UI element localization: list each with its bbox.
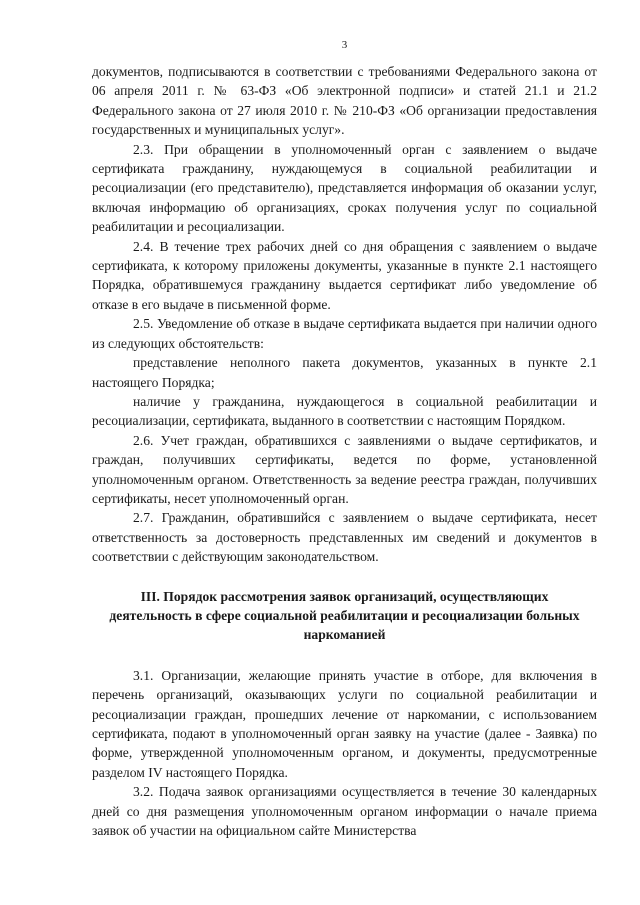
paragraph-2-4: 2.4. В течение трех рабочих дней со дня обращения с заявлением о выдаче сертификата, к которому приложены документы, указанные в пункте 2.1 настоящего Порядка, обратившемуся гражданину выдается сертификат либо уведомление об отказе в его выдаче в письменной форме.: [92, 238, 597, 312]
paragraph-continuation: документов, подписываются в соответствии с требованиями Федерального закона от 06 апреля 2011 г. № 63-ФЗ «Об электронной подписи» и статей 21.1 и 21.2 Федерального закона от 27 июля 2010 г. № 210-ФЗ «Об организации предоставления государственных и муниципальных услуг».: [92, 64, 597, 138]
section-title: III. Порядок рассмотрения заявок организаций, осуществляющих деятельность в сфере социальной реабилитации и ресоциализации больных наркоманией: [109, 588, 580, 643]
document-page: [92, 38, 597, 840]
paragraph-2-5-item-2: наличие у гражданина, нуждающегося в социальной реабилитации и ресоциализации, сертификата, выданного в соответствии с настоящим Порядком.: [92, 393, 597, 429]
paragraph-3-2: 3.2. Подача заявок организациями осуществляется в течение 30 календарных дней со дня размещения уполномоченным органом информации о начале приема заявок об участии на официальном сайте Министерства: [92, 784, 597, 839]
paragraph-3-1: 3.1. Организации, желающие принять участие в отборе, для включения в перечень организаций, оказывающих услуги по социальной реабилитации и ресоциализации граждан, прошедших лечение от наркомании, с использованием сертификата, подают в уполномоченный орган заявку на участие (далее - Заявка) по форме, утвержденной уполномоченным органом, и документы, предусмотренные разделом IV настоящего Порядка.: [92, 667, 597, 780]
paragraph-2-7: 2.7. Гражданин, обратившийся с заявлением о выдаче сертификата, несет ответственность за достоверность представленных им сведений и документов в соответствии с действующим законодательством.: [92, 510, 597, 565]
page-number: 3: [341, 39, 348, 51]
paragraph-2-5: 2.5. Уведомление об отказе в выдаче сертификата выдается при наличии одного из следующих обстоятельств:: [92, 316, 597, 351]
paragraph-2-6: 2.6. Учет граждан, обратившихся с заявлениями о выдаче сертификатов, и граждан, получивших сертификаты, ведется по форме, установленной уполномоченным органом. Ответственность за ведение реестра граждан, получивших сертификаты, несет уполномоченный орган.: [92, 432, 597, 506]
paragraph-2-5-item-1: представление неполного пакета документов, указанных в пункте 2.1 настоящего Порядка;: [92, 355, 597, 390]
paragraph-2-3: 2.3. При обращении в уполномоченный орган с заявлением о выдаче сертификата гражданину, нуждающемуся в социальной реабилитации и ресоциализации (его представителю), представляется информация об оказании услуг, включая информацию об организациях, сроках получения услуг по социальной реабилитации и ресоциализации.: [92, 141, 597, 235]
